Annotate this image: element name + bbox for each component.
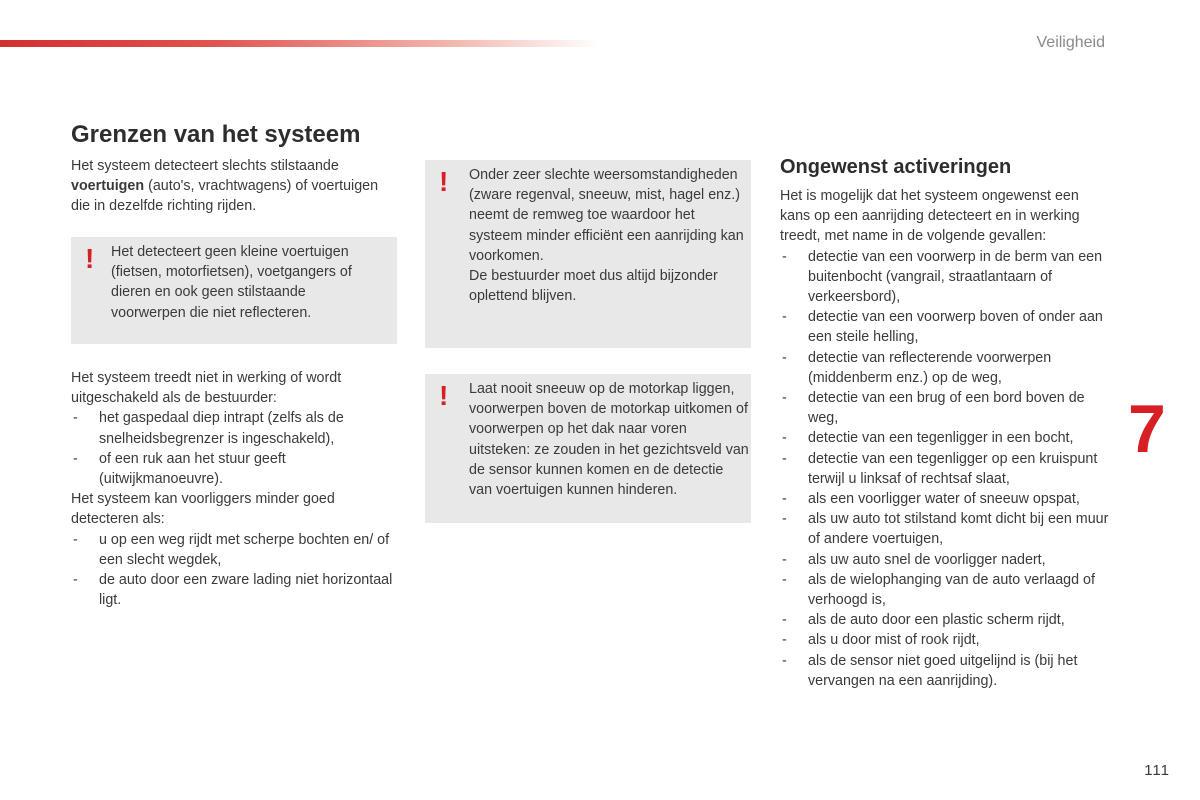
warning-text: Het detecteert geen kleine voertuigen (fietsen, motorfietsen), voetgangers of dieren en ook geen stilstaande voorwerpen die niet reflecteren.: [111, 244, 352, 321]
conditions-intro: Het systeem treedt niet in werking of wordt uitgeschakeld als de bestuurder:: [71, 370, 342, 407]
list-item: - detectie van een tegenligger in een bocht,: [780, 428, 1110, 448]
intro-bold-word: voertuigen: [71, 178, 145, 195]
warning-exclamation-icon: !: [439, 380, 449, 411]
intro-text-part2: (auto's, vrachtwagens) of voertuigen die in dezelfde richting rijden.: [71, 178, 379, 215]
list-item: - de auto door een zware lading niet horizontaal ligt.: [71, 570, 401, 610]
warning-exclamation-icon: !: [85, 243, 95, 274]
list-item: - detectie van reflecterende voorwerpen (middenberm enz.) op de weg,: [780, 348, 1110, 388]
detection-limit-list: [71, 530, 401, 611]
section-label: Veiligheid: [1036, 34, 1105, 51]
warning-box-snow: [425, 374, 751, 523]
warning-box-detection: [71, 237, 397, 344]
unwanted-activation-list: [780, 247, 1110, 691]
list-item: - als de wielophanging van de auto verlaagd of verhoogd is,: [780, 570, 1110, 610]
detection-limit-intro: Het systeem kan voorliggers minder goed detecteren als:: [71, 491, 335, 528]
driver-action-list: [71, 408, 401, 489]
list-item: - als de auto door een plastic scherm rijdt,: [780, 610, 1110, 630]
left-intro: [71, 156, 391, 217]
list-item: - het gaspedaal diep intrapt (zelfs als de snelheidsbegrenzer is ingeschakeld),: [71, 408, 401, 448]
list-item: - als u door mist of rook rijdt,: [780, 630, 1110, 650]
list-item: - detectie van een brug of een bord boven de weg,: [780, 388, 1110, 428]
list-item: - als een voorligger water of sneeuw opspat,: [780, 489, 1110, 509]
header-color-bar: [0, 40, 600, 47]
list-item: - of een ruk aan het stuur geeft (uitwijkmanoeuvre).: [71, 449, 401, 489]
list-item: - detectie van een tegenligger op een kruispunt terwijl u linksaf of rechtsaf slaat,: [780, 449, 1110, 489]
right-intro: Het is mogelijk dat het systeem ongewenst een kans op een aanrijding detecteert en in werking treedt, met name in de volgende gevallen:: [780, 188, 1080, 245]
warning-exclamation-icon: !: [439, 166, 449, 197]
right-heading: Ongewenst activeringen: [780, 156, 1012, 178]
left-heading: Grenzen van het systeem: [71, 121, 361, 148]
right-body: [780, 186, 1110, 691]
list-item: - detectie van een voorwerp in de berm van een buitenbocht (vangrail, straatlantaarn of verkeersbord),: [780, 247, 1110, 308]
left-conditions: [71, 368, 401, 610]
list-item: - als uw auto tot stilstand komt dicht bij een muur of andere voertuigen,: [780, 509, 1110, 549]
list-item: - als uw auto snel de voorligger nadert,: [780, 550, 1110, 570]
warning-weather-advice: De bestuurder moet dus altijd bijzonder oplettend blijven.: [469, 268, 718, 305]
page-number: 111: [1144, 762, 1170, 779]
warning-box-weather: [425, 160, 751, 348]
chapter-number: 7: [1128, 391, 1166, 467]
list-item: - als de sensor niet goed uitgelijnd is (bij het vervangen na een aanrijding).: [780, 651, 1110, 691]
warning-snow-text: Laat nooit sneeuw op de motorkap liggen, voorwerpen boven de motorkap uitkomen of voorwerpen op het dak naar voren uitsteken: ze zouden in het gezichtsveld van de sensor kunnen komen en de detectie van voertuigen kunnen hinderen.: [469, 381, 749, 499]
warning-weather-text: Onder zeer slechte weersomstandigheden (zware regenval, sneeuw, mist, hagel enz.) neemt de remweg toe waardoor het systeem minder efficiënt een aanrijding kan voorkomen.: [469, 167, 744, 264]
list-item: - detectie van een voorwerp boven of onder aan een steile helling,: [780, 307, 1110, 347]
list-item: - u op een weg rijdt met scherpe bochten en/ of een slecht wegdek,: [71, 530, 401, 570]
intro-text-part1: Het systeem detecteert slechts stilstaande: [71, 158, 339, 174]
